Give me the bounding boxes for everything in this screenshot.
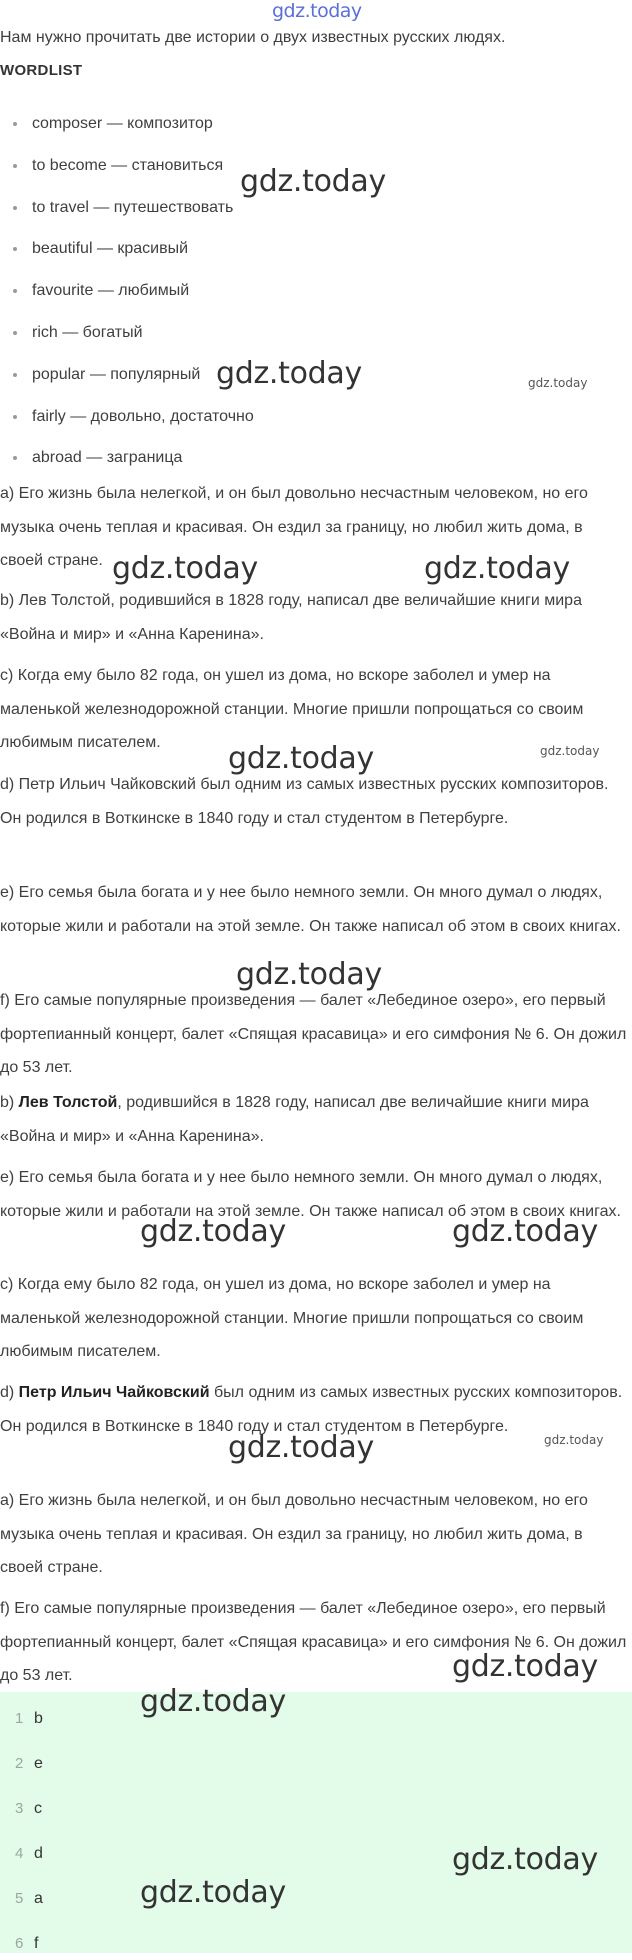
bullet-icon: [13, 456, 17, 460]
watermark: gdz.today: [216, 356, 362, 391]
watermark: gdz.today: [452, 1214, 598, 1249]
ordered-paragraph-d: d) Петр Ильич Чайковский был одним из самых известных русских композиторов. Он родился в Воткинске в 1840 году и стал студентом в Петербурге.: [0, 1384, 623, 1435]
watermark: gdz.today: [424, 551, 570, 586]
watermark: gdz.today: [228, 1430, 374, 1465]
paragraph-f: f) Его самые популярные произведения — балет «Лебединое озеро», его первый фортепианный концерт, балет «Спящая красавица» и его симфония № 6. Он дожил до 53 лет.: [0, 992, 627, 1076]
paragraph-c: c) Когда ему было 82 года, он ушел из дома, но вскоре заболел и умер на маленькой железнодорожной станции. Многие пришли попрощаться со своим любимым писателем.: [0, 667, 584, 751]
ordered-paragraph-f: f) Его самые популярные произведения — балет «Лебединое озеро», его первый фортепианный концерт, балет «Спящая красавица» и его симфония № 6. Он дожил до 53 лет.: [0, 1600, 627, 1684]
paragraph-b: b) Лев Толстой, родившийся в 1828 году, написал две величайшие книги мира «Война и мир» и «Анна Каренина».: [0, 592, 582, 643]
bullet-icon: [13, 415, 17, 419]
wordlist-item: popular — популярный: [0, 359, 254, 401]
watermark: gdz.today: [112, 551, 258, 586]
answer-row: 5 a: [15, 1890, 43, 1907]
watermark-small: gdz.today: [528, 376, 588, 390]
wordlist-item: to become — становиться: [0, 150, 254, 192]
wordlist-item: favourite — любимый: [0, 275, 254, 317]
wordlist-item: rich — богатый: [0, 317, 254, 359]
watermark-small: gdz.today: [544, 1433, 604, 1447]
wordlist-title: WORDLIST: [0, 62, 83, 79]
paragraph-e: e) Его семья была богата и у нее было немного земли. Он много думал о людях, которые жили и работали на этой земле. Он также написал об этом в своих книгах.: [0, 884, 621, 935]
watermark: gdz.today: [452, 1649, 598, 1684]
answer-row: 6 f: [15, 1935, 39, 1952]
watermark: gdz.today: [240, 164, 386, 199]
watermark: gdz.today: [140, 1214, 286, 1249]
name-tolstoy: Лев Толстой: [18, 1094, 118, 1111]
paragraph-a: a) Его жизнь была нелегкой, и он был довольно несчастным человеком, но его музыка очень теплая и красивая. Он ездил за границу, но любил жить дома, в своей стране.: [0, 485, 588, 569]
bullet-icon: [13, 331, 17, 335]
watermark: gdz.today: [236, 957, 382, 992]
ordered-paragraph-a: a) Его жизнь была нелегкой, и он был довольно несчастным человеком, но его музыка очень теплая и красивая. Он ездил за границу, но любил жить дома, в своей стране.: [0, 1492, 588, 1576]
watermark-small: gdz.today: [540, 744, 600, 758]
wordlist: [0, 108, 254, 484]
intro-text: Нам нужно прочитать две истории о двух известных русских людях.: [0, 29, 506, 46]
wordlist-item: beautiful — красивый: [0, 233, 254, 275]
wordlist-item: composer — композитор: [0, 108, 254, 150]
answer-list: [0, 1692, 632, 1953]
bullet-icon: [13, 373, 17, 377]
watermark: gdz.today: [140, 1875, 286, 1910]
watermark: gdz.today: [452, 1842, 598, 1877]
bullet-icon: [13, 289, 17, 293]
answer-row: 4 d: [15, 1845, 43, 1862]
ordered-paragraph-e: e) Его семья была богата и у нее было немного земли. Он много думал о людях, которые жили и работали на этой земле. Он также написал об этом в своих книгах.: [0, 1169, 621, 1220]
answer-row: 1 b: [15, 1710, 43, 1727]
wordlist-item: abroad — заграница: [0, 442, 254, 484]
wordlist-item: fairly — довольно, достаточно: [0, 401, 254, 443]
bullet-icon: [13, 247, 17, 251]
paragraph-d: d) Петр Ильич Чайковский был одним из самых известных русских композиторов. Он родился в Воткинске в 1840 году и стал студентом в Петербурге.: [0, 776, 609, 827]
watermark: gdz.today: [140, 1684, 286, 1719]
watermark: gdz.today: [228, 741, 374, 776]
site-logo-watermark: gdz.today: [272, 0, 362, 22]
ordered-paragraph-c: c) Когда ему было 82 года, он ушел из дома, но вскоре заболел и умер на маленькой железнодорожной станции. Многие пришли попрощаться со своим любимым писателем.: [0, 1276, 584, 1360]
bullet-icon: [13, 122, 17, 126]
answer-row: 3 c: [15, 1800, 42, 1817]
answer-row: 2 e: [15, 1755, 43, 1772]
wordlist-item: to travel — путешествовать: [0, 192, 254, 234]
ordered-paragraph-b: b) Лев Толстой, родившийся в 1828 году, написал две величайшие книги мира «Война и мир» и «Анна Каренина».: [0, 1094, 589, 1145]
bullet-icon: [13, 164, 17, 168]
name-tchaikovsky: Петр Ильич Чайковский: [18, 1384, 210, 1401]
bullet-icon: [13, 206, 17, 210]
